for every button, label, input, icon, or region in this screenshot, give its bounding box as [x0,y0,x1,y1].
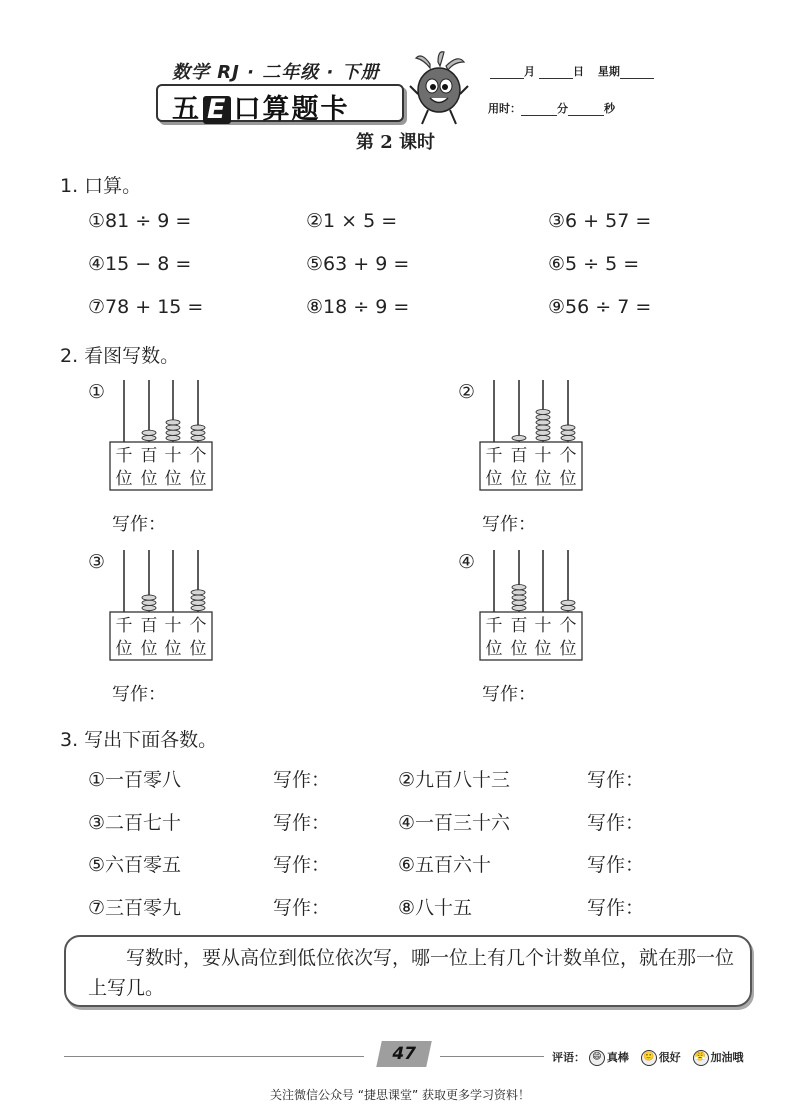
abacus-4-label: ④ [458,551,476,573]
write-label-8: 写作： [587,897,645,919]
place-top-thousands: 千 [115,616,133,636]
write-label-2: 写作： [587,769,645,791]
tip-text: 写数时，要从高位到低位依次写，哪一位上有几个计数单位，就在那一位上写几。 [88,947,735,999]
time-label: 用时： [488,102,521,115]
number-word-4: ④一百三十六 [398,812,511,834]
footer-note: 关注微信公众号 “捷思课堂” 获取更多学习资料！ [269,1088,531,1102]
place-bottom-tens: 位 [164,639,182,659]
abacus-bead [512,605,526,610]
place-bottom-ones: 位 [189,469,207,489]
section1-heading: 1. 口算。 [60,175,142,197]
abacus-bead [166,430,180,435]
laughing-face-icon[interactable]: 😄 [589,1050,605,1066]
place-top-ones: 个 [559,616,577,636]
place-bottom-thousands: 位 [485,469,503,489]
abacus-bead [191,595,205,600]
abacus-4-write-label: 写作： [482,684,536,705]
place-bottom-thousands: 位 [115,639,133,659]
footer-rule-right [440,1056,544,1057]
place-bottom-tens: 位 [164,469,182,489]
abacus-1 [106,378,216,494]
place-top-tens: 十 [164,446,182,466]
place-bottom-thousands: 位 [115,469,133,489]
abacus-bead [191,425,205,430]
abacus-bead [166,420,180,425]
write-label-7: 写作： [273,897,331,919]
calc-item-6: ⑥5 ÷ 5 = [548,253,640,275]
place-top-ones: 个 [189,446,207,466]
abacus-bead [512,600,526,605]
write-label-5: 写作： [273,854,331,876]
abacus-bead [166,425,180,430]
title-banner [156,84,404,125]
abacus-bead [191,435,205,440]
calc-item-2: ②1 × 5 = [306,210,398,232]
write-label-4: 写作： [587,812,645,834]
weekday-label: 星期 [597,65,620,78]
place-top-ones: 个 [559,446,577,466]
abacus-bead [142,430,156,435]
abacus-bead [142,595,156,600]
place-top-thousands: 千 [115,446,133,466]
write-label-6: 写作： [587,854,645,876]
abacus-bead [166,435,180,440]
calc-item-3: ③6 + 57 = [548,210,652,232]
place-top-tens: 十 [534,446,552,466]
abacus-3-label: ③ [88,551,106,573]
place-bottom-ones: 位 [559,469,577,489]
abacus-2 [476,378,586,494]
place-top-thousands: 千 [485,446,503,466]
abacus-2-write-label: 写作： [482,514,536,535]
place-bottom-ones: 位 [559,639,577,659]
abacus-bead [536,415,550,420]
abacus-4 [476,548,586,664]
abacus-bead [512,435,526,440]
date-field [490,63,654,79]
number-word-6: ⑥五百六十 [398,854,492,876]
calc-item-1: ①81 ÷ 9 = [88,210,192,232]
place-bottom-tens: 位 [534,639,552,659]
abacus-3-write-label: 写作： [112,684,166,705]
place-bottom-ones: 位 [189,639,207,659]
abacus-bead [536,430,550,435]
calc-item-7: ⑦78 + 15 = [88,296,204,318]
abacus-bead [536,435,550,440]
abacus-bead [191,600,205,605]
abacus-3 [106,548,216,664]
write-label-1: 写作： [273,769,331,791]
place-top-hundreds: 百 [140,446,158,466]
abacus-bead [536,409,550,414]
number-word-2: ②九百八十三 [398,769,511,791]
calc-item-8: ⑧18 ÷ 9 = [306,296,410,318]
title-e-mark: E [203,96,231,124]
section2-heading: 2. 看图写数。 [60,345,180,367]
rating-bar [552,1049,744,1066]
day-blank[interactable] [539,66,573,79]
number-word-1: ①一百零八 [88,769,182,791]
rating-2: 很好 [658,1051,681,1064]
number-word-3: ③二百七十 [88,812,182,834]
abacus-2-label: ② [458,381,476,403]
abacus-bead [561,605,575,610]
abacus-bead [561,425,575,430]
place-bottom-hundreds: 位 [140,639,158,659]
abacus-bead [561,435,575,440]
footer-rule-left [64,1056,364,1057]
minute-blank[interactable] [521,103,557,116]
place-top-hundreds: 百 [510,446,528,466]
time-field [488,100,615,116]
abacus-1-label: ① [88,381,106,403]
abacus-bead [191,430,205,435]
place-bottom-tens: 位 [534,469,552,489]
abacus-bead [561,430,575,435]
place-top-hundreds: 百 [140,616,158,636]
calc-item-5: ⑤63 + 9 = [306,253,410,275]
minute-label: 分 [557,102,568,115]
abacus-bead [561,600,575,605]
place-top-tens: 十 [164,616,182,636]
place-bottom-hundreds: 位 [510,639,528,659]
place-bottom-thousands: 位 [485,639,503,659]
abacus-bead [142,435,156,440]
mascot-illustration [408,50,470,128]
abacus-1-write-label: 写作： [112,514,166,535]
place-top-tens: 十 [534,616,552,636]
rating-1: 真棒 [606,1051,629,1064]
abacus-bead [536,420,550,425]
place-bottom-hundreds: 位 [510,469,528,489]
abacus-bead [512,595,526,600]
place-top-thousands: 千 [485,616,503,636]
abacus-bead [536,425,550,430]
number-word-7: ⑦三百零九 [88,897,182,919]
smiling-face-icon[interactable]: 🙂 [641,1050,657,1066]
abacus-bead [512,590,526,595]
calc-item-9: ⑨56 ÷ 7 = [548,296,652,318]
weekday-blank[interactable] [620,66,654,79]
subject-line: 数学 RJ · 二年级 · 下册 [172,62,380,83]
abacus-bead [142,600,156,605]
rating-label: 评语： [552,1051,585,1064]
place-top-hundreds: 百 [510,616,528,636]
second-label: 秒 [604,102,615,115]
place-bottom-hundreds: 位 [140,469,158,489]
write-label-3: 写作： [273,812,331,834]
tip-box [64,935,752,1007]
page-number: 47 [376,1041,432,1067]
title-prefix: 五 [172,94,201,125]
abacus-bead [191,590,205,595]
day-label: 日 [573,65,584,78]
rating-3: 加油哦 [710,1051,744,1064]
determined-face-icon[interactable]: 😤 [693,1050,709,1066]
lesson-title: 第 2 课时 [356,132,436,153]
number-word-8: ⑧八十五 [398,897,473,919]
abacus-bead [191,605,205,610]
calc-item-4: ④15 − 8 = [88,253,192,275]
second-blank[interactable] [568,103,604,116]
abacus-bead [512,585,526,590]
place-top-ones: 个 [189,616,207,636]
title-suffix: 口算题卡 [233,94,350,125]
abacus-bead [142,605,156,610]
month-blank[interactable] [490,66,524,79]
number-word-5: ⑤六百零五 [88,854,182,876]
section3-heading: 3. 写出下面各数。 [60,729,218,751]
month-label: 月 [524,65,535,78]
